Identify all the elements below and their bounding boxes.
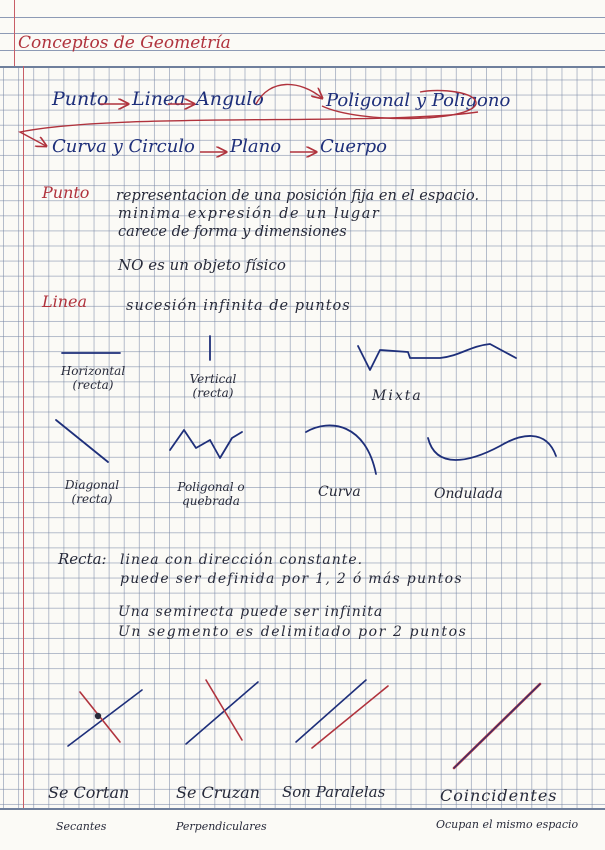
relation-secantes: Se Cortan bbox=[48, 783, 130, 802]
relation-secantes-sub: Secantes bbox=[56, 820, 107, 833]
line-type-curva: Curva bbox=[318, 484, 361, 500]
relation-diagrams bbox=[68, 680, 540, 768]
perpendicular-line-red bbox=[206, 680, 242, 740]
chain-punto: Punto bbox=[52, 88, 109, 110]
punto-label: Punto bbox=[42, 183, 90, 202]
ondulada-line bbox=[428, 436, 556, 460]
recta-note-2: Un segmento es delimitado por 2 puntos bbox=[118, 624, 468, 640]
chain-linea: Linea bbox=[132, 88, 186, 110]
secantes-line-blue bbox=[68, 690, 142, 746]
punto-line-2: minima expresión de un lugar bbox=[118, 206, 381, 222]
line-type-ondulada: Ondulada bbox=[434, 486, 503, 502]
line-type-name: Horizontal bbox=[60, 364, 126, 378]
curva-line bbox=[306, 425, 376, 474]
line-type-mixta: Mixta bbox=[372, 388, 423, 404]
recta-line-2: puede ser definida por 1, 2 ó más puntos bbox=[120, 571, 463, 587]
intersection-point bbox=[95, 713, 101, 719]
chain-poligonal: Poligonal y Poligono bbox=[326, 90, 511, 111]
relation-paralelas: Son Paralelas bbox=[282, 783, 386, 801]
relation-perpendiculares-sub: Perpendiculares bbox=[176, 820, 267, 833]
page-title: Conceptos de Geometría bbox=[18, 33, 231, 53]
punto-line-1: representacion de una posición fija en el espacio. bbox=[116, 188, 480, 204]
line-type-name: Diagonal bbox=[64, 478, 120, 492]
line-type-sub: quebrada bbox=[182, 494, 240, 508]
perpendicular-line-blue bbox=[186, 682, 258, 744]
recta-label: Recta: bbox=[58, 550, 107, 568]
recta-line-1: linea con dirección constante. bbox=[120, 552, 364, 568]
line-type-name: Vertical bbox=[189, 372, 237, 386]
arrow-return-curva bbox=[20, 112, 478, 146]
relation-coincidentes-sub: Ocupan el mismo espacio bbox=[436, 818, 579, 831]
chain-cuerpo: Cuerpo bbox=[320, 136, 387, 157]
line-type-name: Poligonal o bbox=[177, 480, 245, 494]
line-type-sub: (recta) bbox=[192, 386, 234, 400]
relation-coincidentes: Coincidentes bbox=[440, 786, 558, 805]
chain-angulo: Angulo bbox=[196, 88, 264, 110]
coincident-line-blue bbox=[454, 684, 540, 768]
diagonal-line bbox=[56, 420, 108, 462]
relation-perpendiculares: Se Cruzan bbox=[176, 783, 260, 802]
chain-arrows bbox=[20, 84, 478, 152]
linea-definition: sucesión infinita de puntos bbox=[126, 298, 351, 314]
linea-label: Linea bbox=[42, 292, 88, 311]
punto-note: NO es un objeto físico bbox=[118, 256, 286, 274]
recta-note-1: Una semirecta puede ser infinita bbox=[118, 604, 384, 620]
chain-plano: Plano bbox=[230, 136, 282, 157]
poligonal-line bbox=[170, 430, 242, 458]
arrow-angulo-poligonal bbox=[256, 84, 322, 104]
line-examples bbox=[56, 336, 556, 474]
chain-curva: Curva y Circulo bbox=[52, 136, 195, 157]
mixta-line bbox=[358, 344, 516, 370]
line-type-sub: (recta) bbox=[72, 378, 114, 392]
punto-line-3: carece de forma y dimensiones bbox=[118, 224, 347, 240]
line-type-sub: (recta) bbox=[71, 492, 113, 506]
